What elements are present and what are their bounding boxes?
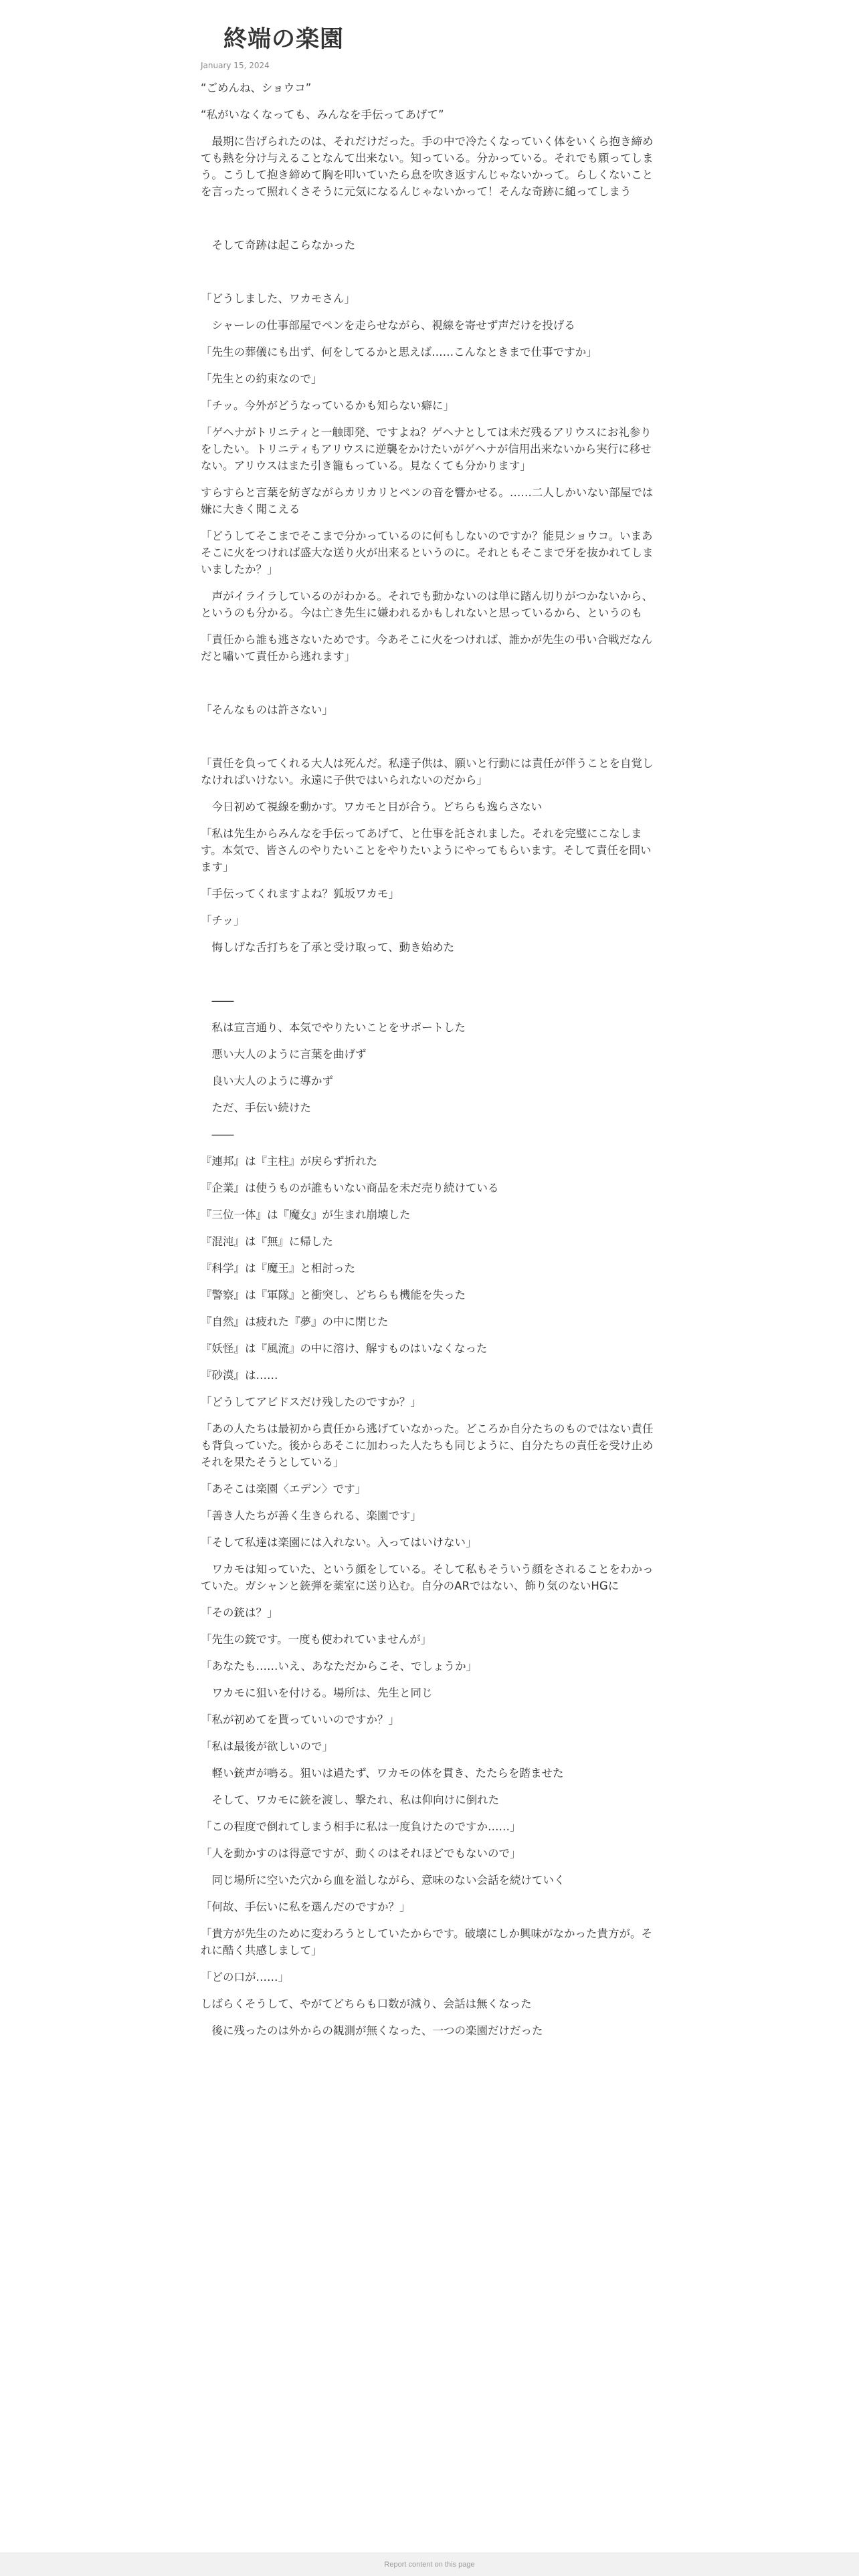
body-paragraph: 「あなたも……いえ、あなただからこそ、でしょうか」 (201, 1660, 478, 1673)
body-paragraph: 「私は最後が欲しいので」 (201, 1740, 333, 1753)
body-paragraph: そして奇跡は起こらなかった (201, 239, 355, 251)
body-paragraph: ワカモに狙いを付ける。場所は、先生と同じ (201, 1687, 433, 1699)
article-title: 終端の楽園 (223, 26, 345, 53)
body-paragraph: 後に残ったのは外からの観測が無くなった、一つの楽園だけだった (201, 2024, 543, 2037)
body-paragraph: 「私が初めてを貰っていいのですか？」 (201, 1713, 399, 1726)
body-paragraph: 「その銃は？」 (201, 1606, 278, 1619)
body-paragraph: ワカモは知っていた、という顔をしている。そして私もそういう顔をされることをわかっていた。ガシャンと銃弾を薬室に送り込む。自分のARではない、飾り気のないHGに (201, 1563, 654, 1592)
body-paragraph: しばらくそうして、やがてどちらも口数が減り、会話は無くなった (201, 1998, 532, 2010)
body-paragraph: 「人を動かすのは得意ですが、動くのはそれほどでもないので」 (201, 1847, 521, 1860)
page-footer (0, 2553, 859, 2576)
body-paragraph: 『企業』は使うものが誰もいない商品を未だ売り続けている (201, 1182, 499, 1194)
body-paragraph: シャーレの仕事部屋でペンを走らせながら、視線を寄せず声だけを投げる (201, 319, 575, 332)
body-paragraph: 「どうしてアビドスだけ残したのですか？」 (201, 1396, 421, 1408)
body-paragraph: 『砂漠』は…… (201, 1369, 278, 1382)
body-paragraph: 「責任を負ってくれる大人は死んだ。私達子供は、願いと行動には責任が伴うことを自覚しなければいけない。永遠に子供ではいられないのだから」 (201, 757, 654, 786)
body-paragraph: 『警察』は『軍隊』と衝突し、どちらも機能を失った (201, 1289, 466, 1301)
report-content-link[interactable]: Report content on this page (384, 2561, 475, 2569)
body-paragraph: 「私は先生からみんなを手伝ってあげて、と仕事を託されました。それを完璧にこなします。本気で、皆さんのやりたいことをやりたいようにやってもらいます。そして責任を問います」 (201, 827, 652, 873)
body-paragraph: 今日初めて視線を動かす。ワカモと目が合う。どちらも逸らさない (201, 800, 543, 813)
section-spacer (201, 210, 659, 237)
body-paragraph: 声がイライラしているのがわかる。それでも動かないのは単に踏ん切りがつかないから、というのも分かる。今は亡き先生に嫌われるかもしれないと思っているから、というのも (201, 590, 654, 619)
body-paragraph: 「何故、手伝いに私を選んだのですか？」 (201, 1901, 411, 1913)
body-paragraph: ―― (201, 1128, 234, 1141)
body-paragraph: 『妖怪』は『風流』の中に溶け、解すものはいなくなった (201, 1342, 488, 1355)
body-paragraph: ただ、手伝い続けた (201, 1101, 311, 1114)
body-paragraph: 良い大人のように導かず (201, 1075, 333, 1087)
body-paragraph: ―― (201, 994, 234, 1007)
body-paragraph: 「あの人たちは最初から責任から逃げていなかった。どころか自分たちのものではない責任も背負っていた。後からあそこに加わった人たちも同じように、自分たちの責任を受け止めそれを果たそうとしている」 (201, 1422, 654, 1469)
body-paragraph: 『自然』は疲れた『夢』の中に閉じた (201, 1315, 389, 1328)
body-paragraph: 最期に告げられたのは、それだけだった。手の中で冷たくなっていく体をいくら抱き締めても熱を分け与えることなんて出来ない。知っている。分かっている。それでも願ってしまう。こうして抱き締めて胸を叩いていたら息を吹き返すんじゃないかって。らしくないことを言ったって照れくさそうに元気になるんじゃないかって！そんな奇跡に縋ってしまう (201, 135, 654, 198)
body-paragraph: 『混沌』は『無』に帰した (201, 1235, 333, 1248)
section-spacer (201, 675, 659, 702)
body-paragraph: 「チッ。今外がどうなっているかも知らない癖に」 (201, 399, 455, 412)
body-paragraph: 軽い銃声が鳴る。狙いは過たず、ワカモの体を貫き、たたらを踏ませた (201, 1767, 564, 1780)
body-paragraph: すらすらと言葉を紡ぎながらカリカリとペンの音を響かせる。……二人しかいない部屋では嫌に大きく聞こえる (201, 486, 654, 516)
body-paragraph: 「先生との約束なので」 (201, 372, 322, 385)
body-paragraph: 「善き人たちが善く生きられる、楽園です」 (201, 1509, 421, 1522)
body-paragraph: “ごめんね、ショウコ” (201, 82, 312, 94)
body-paragraph: 「手伝ってくれますよね？狐坂ワカモ」 (201, 887, 399, 900)
body-paragraph: 「先生の銃です。一度も使われていませんが」 (201, 1633, 432, 1646)
body-paragraph: 悔しげな舌打ちを了承と受け取って、動き始めた (201, 941, 455, 954)
body-paragraph: “私がいなくなっても、みんなを手伝ってあげて” (201, 108, 444, 121)
body-paragraph: 「責任から誰も逃さないためです。今あそこに火をつければ、誰かが先生の弔い合戦だなんだと嘯いて責任から逃れます」 (201, 633, 653, 663)
body-paragraph: 「ゲヘナがトリニティと一触即発、ですよね？ゲヘナとしては未だ残るアリウスにお礼参りをしたい。トリニティもアリウスに逆襲をかけたいがゲヘナが信用出来ないから実行に移せない。アリウスはまた引き籠もっている。見なくても分かります」 (201, 426, 652, 472)
body-paragraph: 同じ場所に空いた穴から血を溢しながら、意味のない会話を続けていく (201, 1874, 565, 1887)
body-paragraph: 「そんなものは許さない」 (201, 704, 333, 716)
body-paragraph: 『三位一体』は『魔女』が生まれ崩壊した (201, 1208, 411, 1221)
section-spacer (201, 728, 659, 755)
body-paragraph: 私は宣言通り、本気でやりたいことをサポートした (201, 1021, 466, 1034)
body-paragraph: 「チッ」 (201, 914, 245, 927)
body-paragraph: 『連邦』は『主柱』が戻らず折れた (201, 1155, 377, 1168)
article-date: January 15, 2024 (201, 61, 270, 70)
body-paragraph: 『科学』は『魔王』と相討った (201, 1262, 355, 1275)
body-paragraph: 「この程度で倒れてしまう相手に私は一度負けたのですか……」 (201, 1820, 521, 1833)
body-paragraph: 「どうしてそこまでそこまで分かっているのに何もしないのですか？能見ショウコ。いまあそこに火をつければ盛大な送り火が出来るというのに。それともそこまで牙を抜かれてしまいましたか？」 (201, 530, 654, 576)
article-body (201, 80, 659, 2039)
body-paragraph: 「どの口が……」 (201, 1971, 289, 1983)
section-spacer (201, 263, 659, 290)
body-paragraph: 「どうしました、ワカモさん」 (201, 292, 355, 305)
article (201, 20, 659, 2049)
body-paragraph: 「そして私達は楽園には入れない。入ってはいけない」 (201, 1536, 477, 1549)
body-paragraph: 悪い大人のように言葉を曲げず (201, 1048, 367, 1061)
body-paragraph: 「貴方が先生のために変わろうとしていたからです。破壊にしか興味がなかった貴方が。それに酷く共感しまして」 (201, 1927, 653, 1957)
body-paragraph: 「先生の葬儀にも出ず、何をしてるかと思えば……こんなときまで仕事ですか」 (201, 346, 597, 358)
body-paragraph: 「あそこは楽園〈エデン〉です」 (201, 1483, 367, 1495)
section-spacer (201, 966, 659, 992)
body-paragraph: そして、ワカモに銃を渡し、撃たれ、私は仰向けに倒れた (201, 1794, 500, 1806)
